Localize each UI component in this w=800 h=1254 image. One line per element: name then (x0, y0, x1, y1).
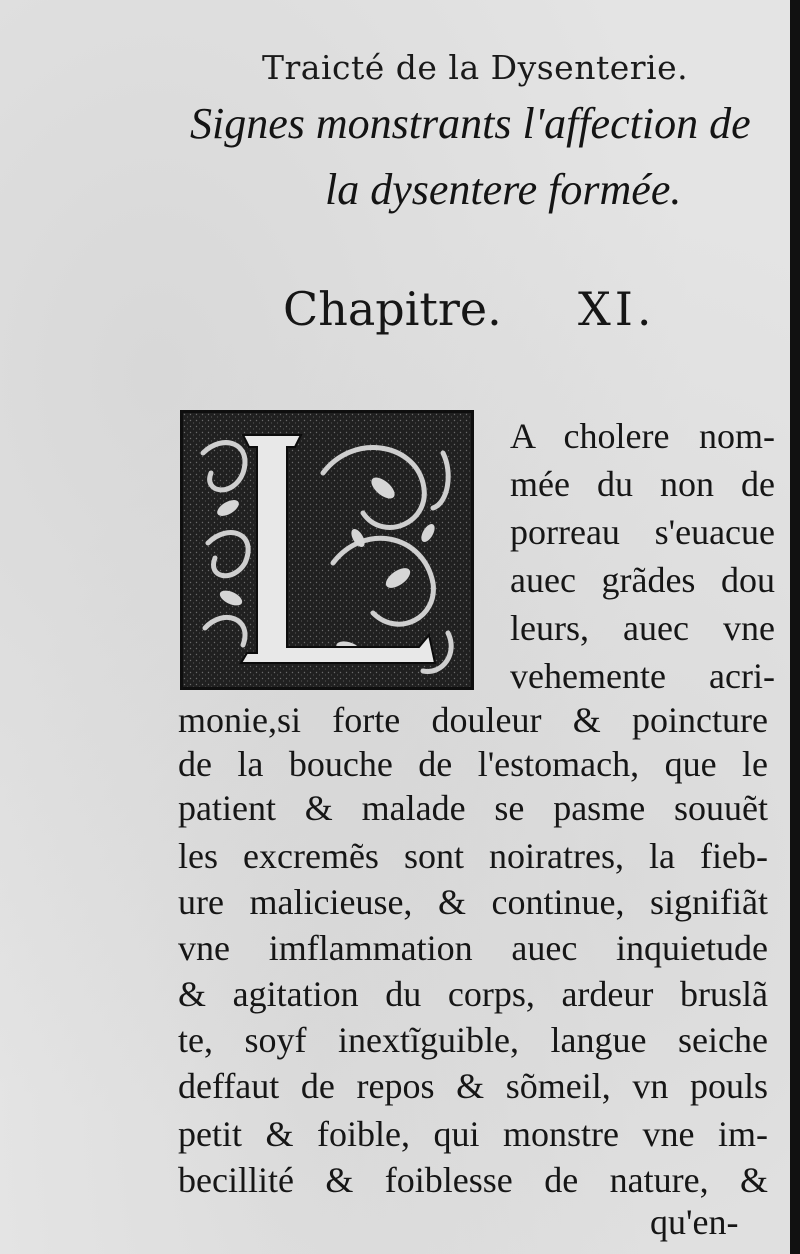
text-line-7: monie,si forte douleur & poincture (178, 700, 768, 740)
running-head: Traicté de la Dysenterie. (262, 48, 689, 87)
text-line-10: les excremẽs sont noiratres, la fieb- (178, 836, 768, 876)
chapter-label: Chapitre. (283, 282, 502, 336)
ornamental-initial-l-icon (180, 410, 474, 690)
text-line-14: te, soyf inextĩguible, langue seiche (178, 1020, 768, 1060)
text-line-1: A cholere nom- (510, 416, 775, 456)
text-line-17: becillité & foiblesse de nature, & (178, 1160, 768, 1200)
text-line-11: ure malicieuse, & continue, signifiãt (178, 882, 768, 922)
text-line-2: mée du non de (510, 464, 775, 504)
text-line-3: porreau s'euacue (510, 512, 775, 552)
text-line-8: de la bouche de l'estomach, que le (178, 744, 768, 784)
chapter-number: XI. (578, 282, 656, 336)
text-line-4: auec grãdes dou (510, 560, 775, 600)
catchword: qu'en- (650, 1202, 739, 1242)
text-line-9: patient & malade se pasme souuẽt (178, 788, 768, 828)
text-line-12: vne imflammation auec inquietude (178, 928, 768, 968)
text-line-13: & agitation du corps, ardeur bruslã (178, 974, 768, 1014)
text-line-16: petit & foible, qui monstre vne im- (178, 1114, 768, 1154)
chapter-subtitle-line-1: Signes monstrants l'affection de (190, 99, 751, 148)
text-line-15: deffaut de repos & sõmeil, vn pouls (178, 1066, 768, 1106)
page-edge-shadow (790, 0, 800, 1254)
text-line-5: leurs, auec vne (510, 608, 775, 648)
text-line-6: vehemente acri- (510, 656, 775, 696)
chapter-subtitle-line-2: la dysentere formée. (325, 165, 682, 214)
